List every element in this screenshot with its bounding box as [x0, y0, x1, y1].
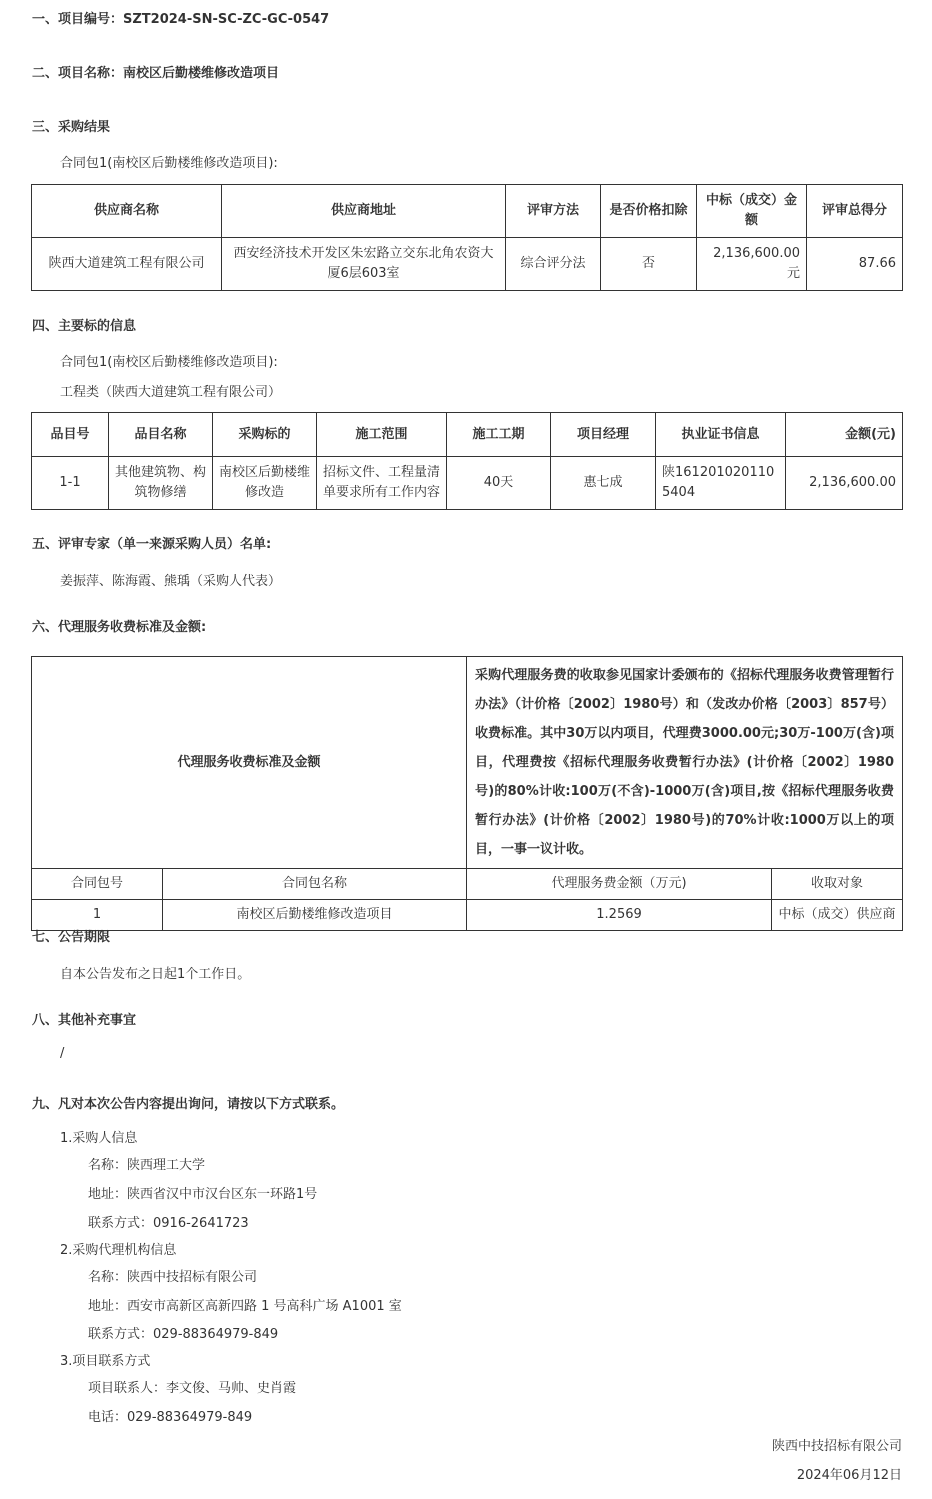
project-name-label: 二、项目名称： — [32, 66, 124, 81]
project-name-line — [32, 62, 279, 81]
package-number-cell: 1 — [32, 900, 163, 931]
fee-standard-description: 采购代理服务费的收取参见国家计委颁布的《招标代理服务收费管理暂行办法》（计价格〔2002〕1980号）和（发改办价格〔2003〕857号）收费标准。其中30万以内项目，代理费3000.00元;30万-100万(含)项目，代理费按《招标代理服务收费暂行办法》(计价格〔2002〕1980号)的80%计收:100万(不含)-1000万(含)项目,按《招标代理服务收费暂行办法》(计价格〔2002〕1980号)的70%计收:1000万以上的项目，一事一议计收。 — [467, 657, 903, 869]
col-header: 供应商地址 — [222, 185, 506, 238]
table-header-row — [32, 185, 903, 238]
item-name-cell: 其他建筑物、构筑物修缮 — [109, 457, 213, 510]
fee-standard-row — [32, 657, 903, 869]
other-text: / — [60, 1046, 65, 1061]
scope-cell: 招标文件、工程量清单要求所有工作内容 — [317, 457, 447, 510]
col-header: 施工工期 — [447, 413, 551, 457]
col-header: 合同包名称 — [163, 869, 467, 900]
agency-contact: 联系方式：029-88364979-849 — [88, 1327, 279, 1342]
package-name-cell: 南校区后勤楼维修改造项目 — [163, 900, 467, 931]
section-heading-period: 七、公告期限 — [32, 930, 111, 945]
project-number-value: SZT2024-SN-SC-ZC-GC-0547 — [123, 12, 330, 27]
project-contact-people: 项目联系人：李文俊、马帅、史肖霞 — [88, 1381, 297, 1396]
table-row — [32, 238, 903, 291]
project-number-label: 一、项目编号： — [32, 12, 124, 27]
footer-company: 陕西中技招标有限公司 — [771, 1439, 902, 1454]
period-text: 自本公告发布之日起1个工作日。 — [60, 967, 251, 982]
table-row — [32, 900, 903, 931]
table-header-row — [32, 869, 903, 900]
agency-title: 2.采购代理机构信息 — [60, 1243, 177, 1258]
subject-cell: 南校区后勤楼维修改造 — [213, 457, 317, 510]
col-header: 评审方法 — [506, 185, 601, 238]
section-heading-experts: 五、评审专家（单一来源采购人员）名单: — [32, 537, 272, 552]
score-cell: 87.66 — [807, 238, 903, 291]
col-header: 中标（成交）金额 — [697, 185, 807, 238]
col-header: 品目号 — [32, 413, 109, 457]
col-header: 收取对象 — [772, 869, 903, 900]
purchaser-name: 名称：陕西理工大学 — [88, 1158, 206, 1173]
fee-amount-cell: 1.2569 — [467, 900, 772, 931]
fee-standard-label: 代理服务收费标准及金额 — [32, 657, 467, 869]
amount-cell: 2,136,600.00 — [786, 457, 903, 510]
manager-cell: 惠七成 — [551, 457, 656, 510]
section-heading-contact: 九、凡对本次公告内容提出询问，请按以下方式联系。 — [32, 1097, 345, 1112]
section-heading-result: 三、采购结果 — [32, 120, 111, 135]
supplier-address-cell: 西安经济技术开发区朱宏路立交东北角农资大厦6层603室 — [222, 238, 506, 291]
purchaser-title: 1.采购人信息 — [60, 1131, 138, 1146]
col-header: 合同包号 — [32, 869, 163, 900]
certificate-cell: 陕1612010201105404 — [656, 457, 786, 510]
purchaser-address: 地址：陕西省汉中市汉台区东一环路1号 — [88, 1187, 318, 1202]
result-package-label: 合同包1(南校区后勤楼维修改造项目): — [60, 156, 278, 171]
fee-payer-cell: 中标（成交）供应商 — [772, 900, 903, 931]
col-header: 采购标的 — [213, 413, 317, 457]
agency-fee-table — [31, 656, 903, 931]
supplier-name-cell: 陕西大道建筑工程有限公司 — [32, 238, 222, 291]
section-heading-subject: 四、主要标的信息 — [32, 319, 137, 334]
section-heading-fee: 六、代理服务收费标准及金额: — [32, 620, 207, 635]
col-header: 供应商名称 — [32, 185, 222, 238]
purchaser-contact: 联系方式：0916-2641723 — [88, 1216, 249, 1231]
col-header: 是否价格扣除 — [601, 185, 697, 238]
section-heading-other: 八、其他补充事宜 — [32, 1013, 137, 1028]
table-header-row — [32, 413, 903, 457]
col-header: 金额(元) — [786, 413, 903, 457]
procurement-result-table — [31, 184, 903, 291]
subject-info-table — [31, 412, 903, 510]
project-contact-title: 3.项目联系方式 — [60, 1354, 151, 1369]
experts-list: 姜振萍、陈海霞、熊瑀（采购人代表） — [60, 574, 282, 589]
project-number-line — [32, 8, 329, 27]
col-header: 施工范围 — [317, 413, 447, 457]
col-header: 评审总得分 — [807, 185, 903, 238]
review-method-cell: 综合评分法 — [506, 238, 601, 291]
subject-package-label: 合同包1(南校区后勤楼维修改造项目): — [60, 355, 278, 370]
col-header: 品目名称 — [109, 413, 213, 457]
bid-amount-cell: 2,136,600.00元 — [697, 238, 807, 291]
col-header: 代理服务费金额（万元) — [467, 869, 772, 900]
duration-cell: 40天 — [447, 457, 551, 510]
agency-address: 地址：西安市高新区高新四路 1 号高科广场 A1001 室 — [88, 1299, 402, 1314]
footer-date: 2024年06月12日 — [796, 1468, 902, 1483]
col-header: 项目经理 — [551, 413, 656, 457]
project-name-value: 南校区后勤楼维修改造项目 — [123, 66, 280, 81]
price-deduction-cell: 否 — [601, 238, 697, 291]
item-number-cell: 1-1 — [32, 457, 109, 510]
subject-category-label: 工程类（陕西大道建筑工程有限公司） — [60, 385, 282, 400]
table-row — [32, 457, 903, 510]
agency-name: 名称：陕西中技招标有限公司 — [88, 1270, 258, 1285]
col-header: 执业证书信息 — [656, 413, 786, 457]
project-contact-phone: 电话：029-88364979-849 — [88, 1410, 253, 1425]
